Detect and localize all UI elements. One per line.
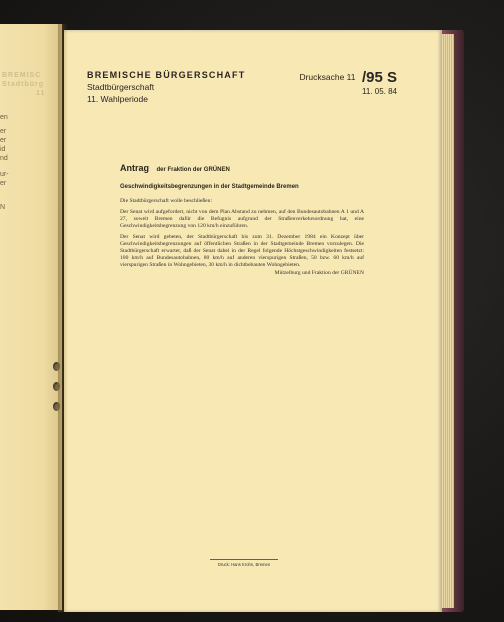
page-stack-edge: [440, 34, 454, 608]
left-page-fragment: nd: [0, 155, 8, 162]
left-page-fragment: ur-: [0, 171, 9, 178]
signature: Mützelburg und Fraktion der GRÜNEN: [274, 270, 364, 276]
body-paragraph-2: Der Senat wird gebeten, der Stadtbürgerschaft bis zum 31. Dezember 1984 ein Konzept über Geschwindigkeitsbegrenzungen auf öffentlichen Straßen in der Stadtgemeinde Bremen vorzulegen. Die Stadtbürgerschaft erwartet, daß der Senat dabei in der Regel folgende Höchstgeschwindigkeiten festsetzt: 100 km/h auf Bundesautobahnen, 80 km/h auf anderen vierspurigen Straßen, 50 bzw. 60 km/h auf vierspurigen Straßen in Wohngebieten, 30 km/h in dichtbebauten Wohngebieten.: [120, 234, 364, 268]
motion-title: [120, 158, 230, 176]
chamber-name: Stadtbürgerschaft: [87, 82, 155, 92]
left-page: [0, 24, 62, 610]
left-page-fragment: er: [0, 137, 7, 144]
motion-body: [120, 198, 364, 277]
left-page-ghost-heading: BREMISC: [2, 72, 42, 79]
drucksache-label: Drucksache 11: [299, 72, 356, 82]
drucksache-reference: [299, 69, 397, 87]
left-page-fragment: er: [0, 180, 7, 187]
left-page-fragment: er: [0, 128, 7, 135]
left-page-fragment: id: [0, 146, 6, 153]
left-page-ghost-number: 11: [36, 90, 46, 97]
document-page: [64, 30, 442, 612]
document-date: 11. 05. 84: [362, 87, 397, 96]
legislative-period: 11. Wahlperiode: [87, 94, 148, 104]
body-paragraph-1: Der Senat wird aufgefordert, nicht von dem Plan Abstand zu nehmen, auf den Bundesautobahnen A 1 und A 27, soweit Bremen dafür die Befugnis aufgrund der Straßenverkehrsordnung hat, eine Geschwindigkeitsbegrenzung von 120 km/h einzuführen.: [120, 209, 364, 229]
left-page-fragment: en: [0, 114, 8, 121]
gutter-shadow: [58, 24, 68, 612]
motion-subject: Geschwindigkeitsbegrenzungen in der Stadtgemeinde Bremen: [120, 184, 299, 190]
left-page-fragment: N: [0, 204, 6, 211]
body-intro: Die Stadtbürgerschaft wolle beschließen:: [120, 198, 213, 204]
footer-divider: [210, 559, 278, 560]
left-page-ghost-chamber: Stadtbürg: [2, 81, 45, 88]
motion-label: Antrag: [120, 163, 149, 173]
printer-imprint: Druck: Hans Krohn, Bremen: [217, 562, 271, 567]
organization-heading: BREMISCHE BÜRGERSCHAFT: [87, 70, 246, 80]
drucksache-number: /95 S: [361, 69, 397, 86]
motion-submitter: der Fraktion der GRÜNEN: [156, 167, 230, 173]
